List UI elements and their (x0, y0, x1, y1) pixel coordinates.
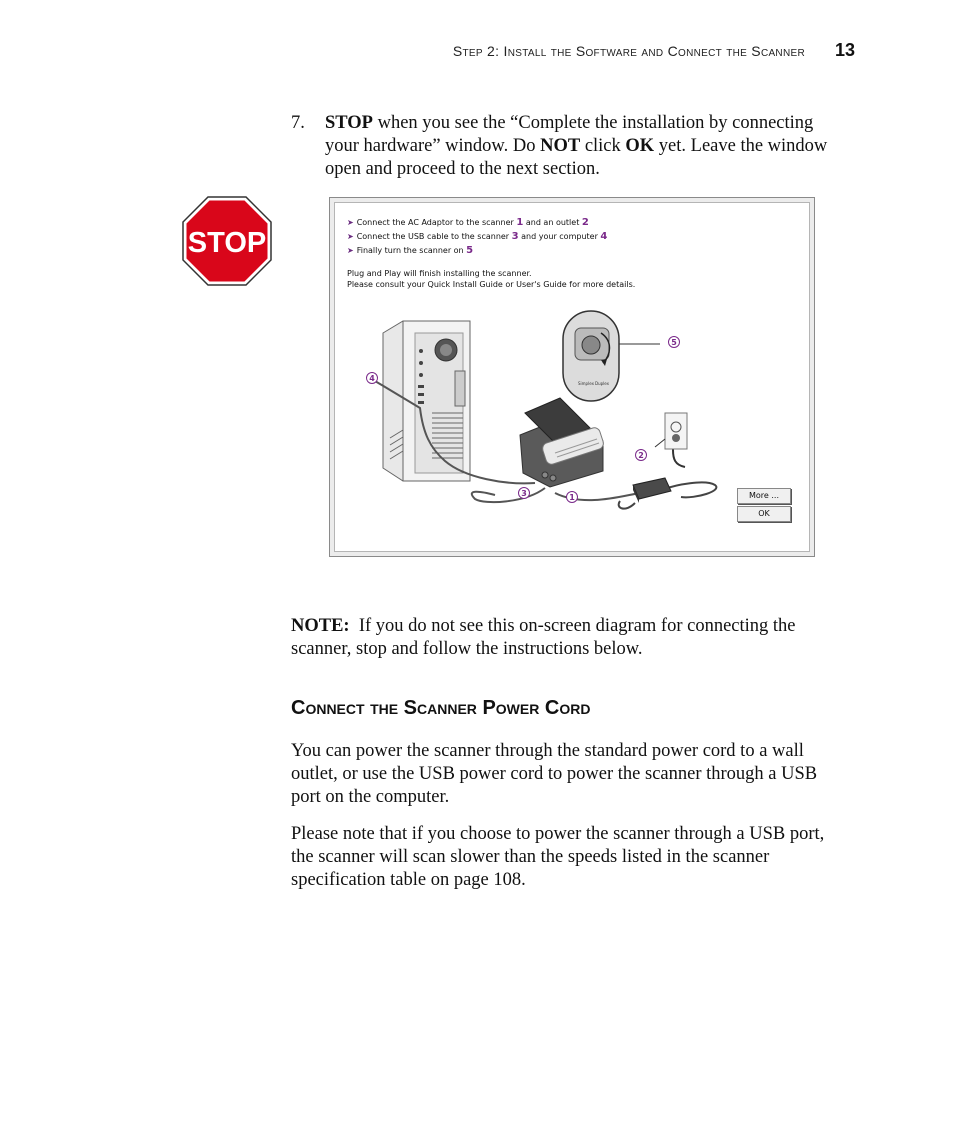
step-7 (291, 112, 836, 181)
running-header (340, 40, 855, 61)
install-window-content (334, 202, 810, 552)
paragraph-1: You can power the scanner through the standard power cord to a wall outlet, or use the USB power cord to power the scanner through a USB port on the computer. (291, 741, 818, 807)
arrow-icon: ➤ (347, 232, 354, 241)
install-window-screenshot (329, 197, 815, 557)
arrow-icon: ➤ (347, 246, 354, 255)
more-button[interactable]: More ... (737, 488, 791, 504)
step-text-b: click (580, 136, 626, 156)
wall-outlet-icon (665, 413, 687, 449)
duplex-label: Duplex (595, 381, 610, 386)
note-label: NOTE: (291, 616, 350, 636)
step-text-a: when you see the “Complete the installation by connecting your hardware” window. Do (325, 113, 814, 156)
power-switch-inset (563, 311, 619, 401)
stop-sign-label: STOP (187, 227, 267, 259)
computer-tower-icon (383, 321, 470, 481)
ok-bold: OK (625, 136, 655, 156)
instruction-line-3: ➤ Finally turn the scanner on 5 (347, 245, 474, 256)
callout-1: 1 (569, 493, 575, 502)
note-text: If you do not see this on-screen diagram for connecting the scanner, stop and follow the instructions below. (291, 616, 801, 659)
step-text-c: yet. Leave the window open and proceed to the next section. (325, 136, 828, 179)
power-adapter-icon (633, 478, 671, 503)
simplex-label: Simplex (578, 381, 594, 386)
info-line-2: Please consult your Quick Install Guide or User's Guide for more details. (347, 280, 636, 289)
stop-sign-icon (182, 196, 272, 286)
step-number: 7. (291, 113, 305, 133)
section-heading: Connect the Scanner Power Cord (291, 697, 591, 719)
note-paragraph (291, 615, 836, 661)
callout-3: 3 (521, 489, 527, 498)
header-title: Step 2: Install the Software and Connect the Scanner (452, 43, 805, 59)
callout-5: 5 (671, 338, 677, 347)
not-bold: NOT (540, 136, 581, 156)
ok-button[interactable]: OK (737, 506, 791, 522)
page-number: 13 (834, 40, 855, 60)
paragraph-2: Please note that if you choose to power the scanner through a USB port, the scanner will scan slower than the speeds listed in the scanner specification table on page 108. (291, 824, 825, 890)
scanner-icon (520, 398, 605, 487)
arrow-icon: ➤ (347, 218, 354, 227)
callout-2: 2 (638, 451, 644, 460)
instruction-line-1: ➤ Connect the AC Adaptor to the scanner 1 and an outlet 2 (347, 217, 589, 228)
stop-bold: STOP (325, 113, 373, 133)
callout-4: 4 (369, 374, 375, 383)
instruction-line-2: ➤ Connect the USB cable to the scanner 3 and your computer 4 (347, 231, 608, 242)
step-text (325, 112, 836, 181)
info-line-1: Plug and Play will finish installing the scanner. (347, 269, 532, 278)
